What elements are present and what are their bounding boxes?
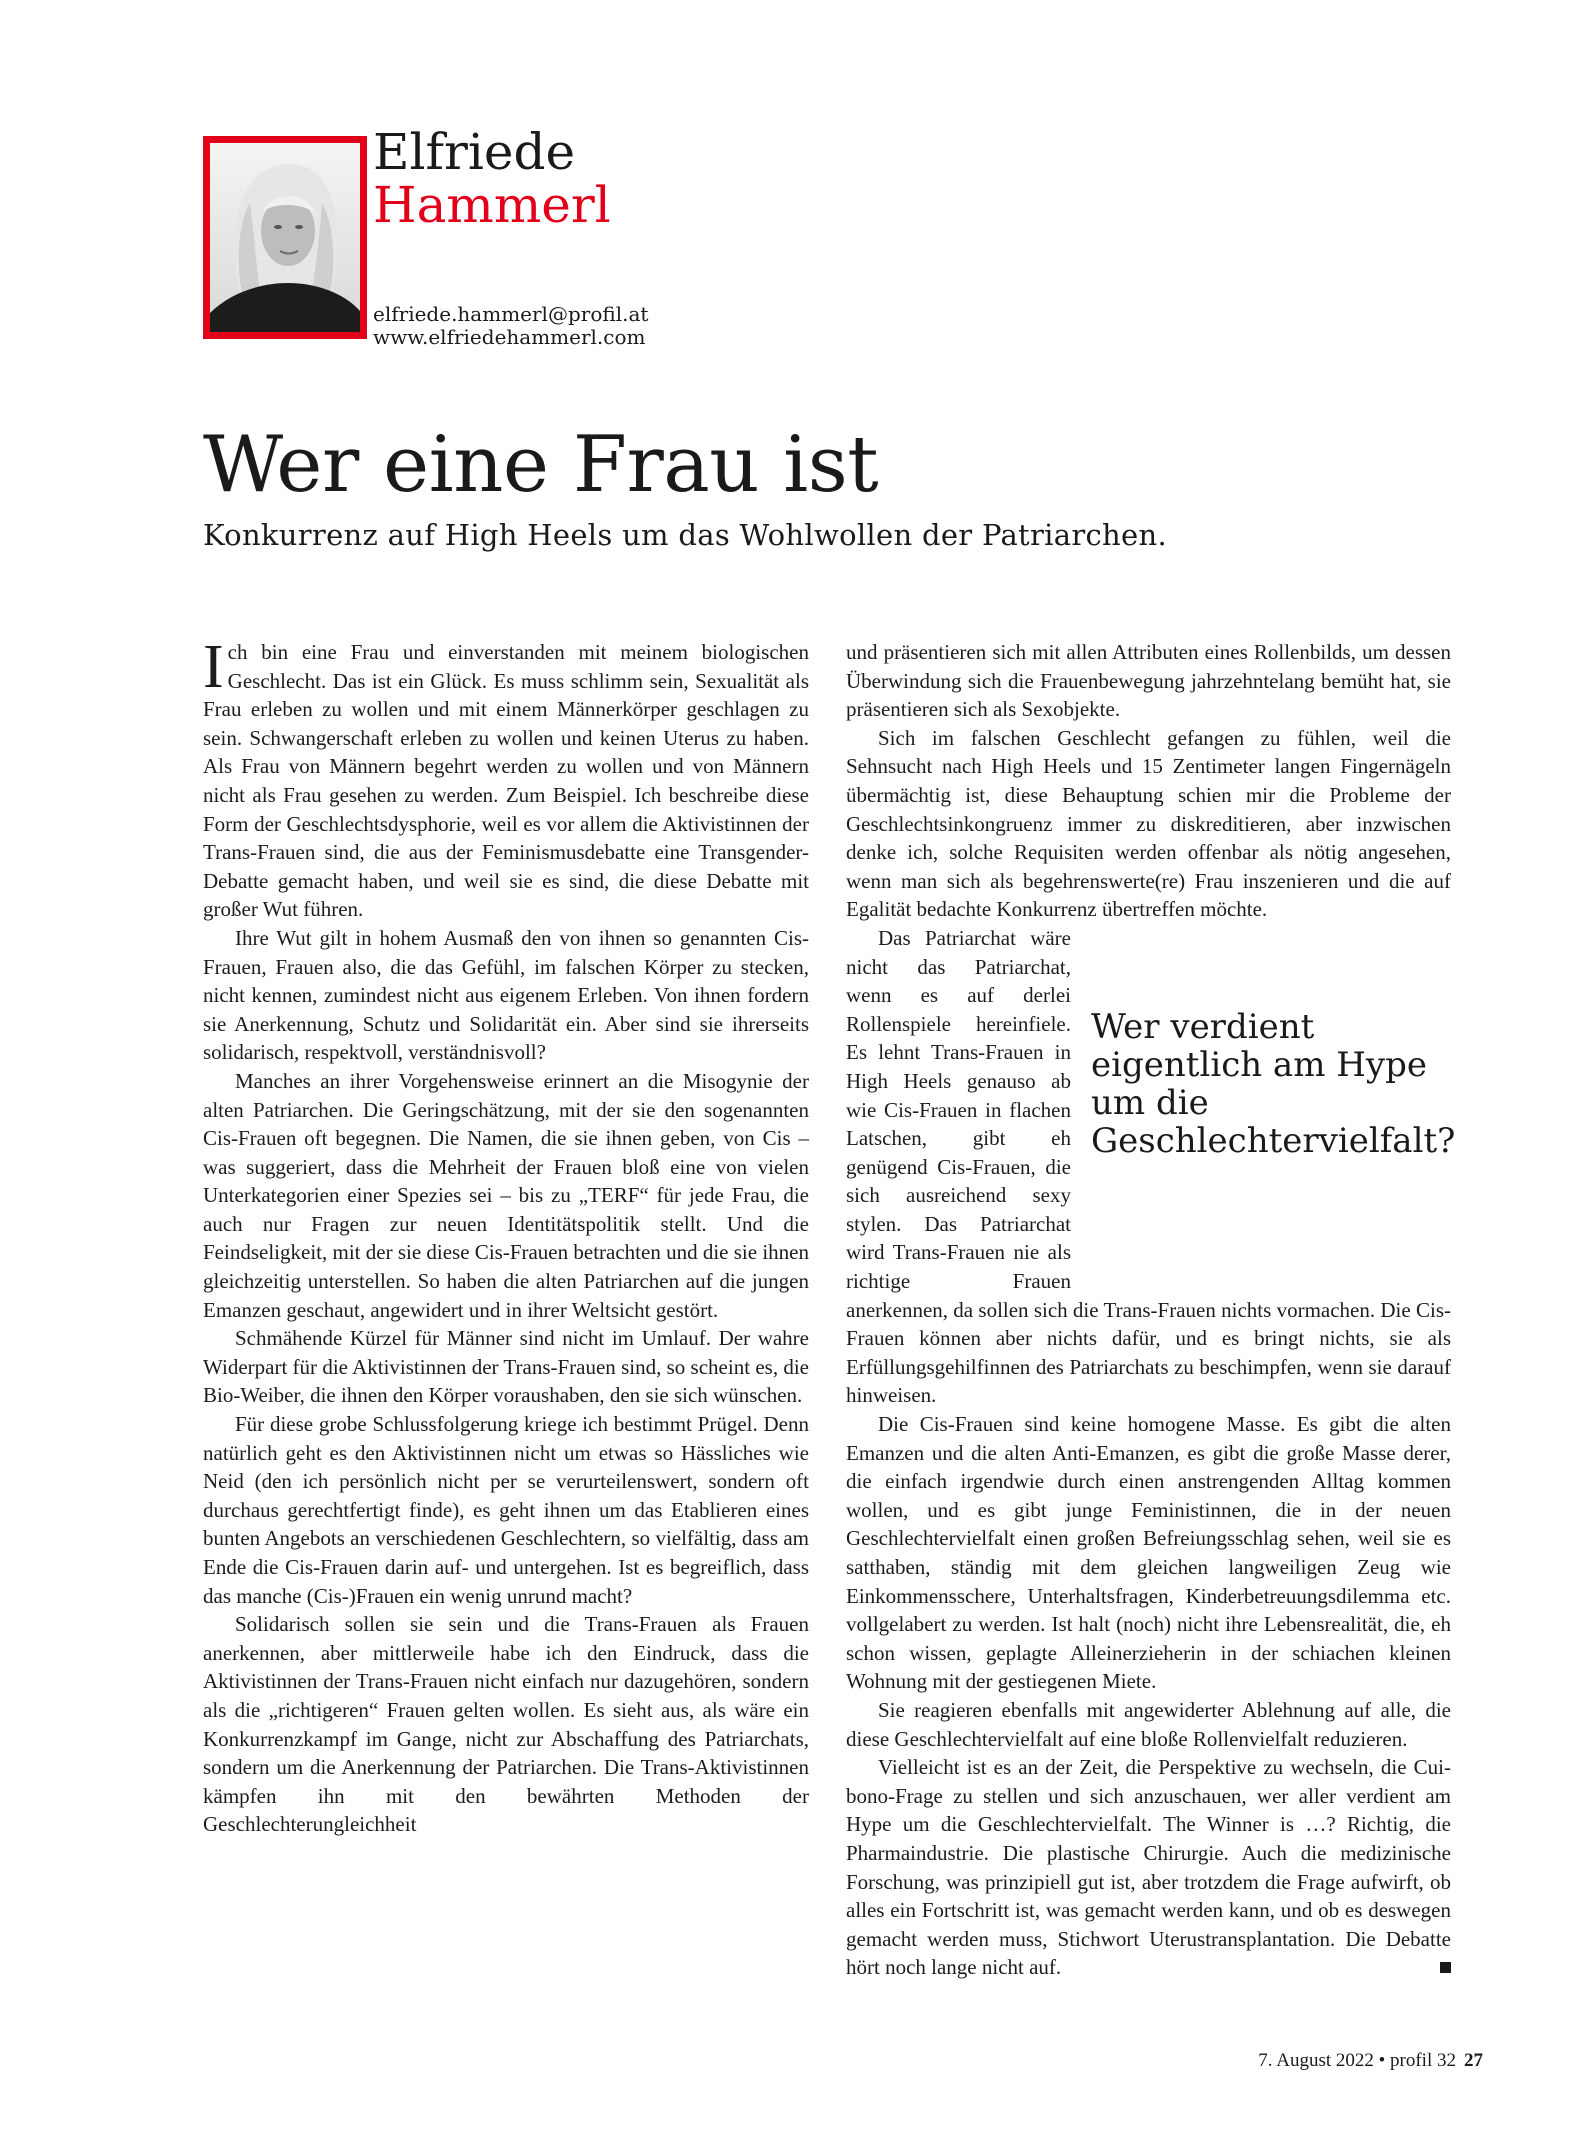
article-headline: Wer eine Frau ist [203, 420, 879, 510]
author-last-name: Hammerl [373, 176, 611, 234]
article-paragraph: Solidarisch sollen sie sein und die Trans-Frauen als Frauen anerkennen, aber mittlerweile habe ich den Eindruck, dass die Aktivistinnen der Trans-Frauen nicht einfach nur dazugehören, sondern als die „richtigeren“ Frauen gelten wollen. Es sieht aus, als wäre ein Konkurrenzkampf im Gange, nicht zur Abschaffung des Patriarchats, sondern um die Anerkennung der Patriarchen. Die Trans-Aktivistinnen kämpfen ihn mit den bewährten Methoden der Geschlechterungleichheit [203, 1612, 809, 1837]
author-first-name: Elfriede [373, 123, 576, 181]
issue-info: 7. August 2022 • profil 32 [1258, 2050, 1456, 2071]
end-of-article-mark [1440, 1962, 1451, 1973]
author-email[interactable]: elfriede.hammerl@profil.at [373, 302, 649, 326]
article-column-left [203, 633, 809, 1839]
article-paragraph: Das Patriarchat wäre nicht das Patriarchat, wenn es auf derlei Rollenspiele hereinfiele. Es lehnt Trans-Frauen in High Heels genauso ab wie Cis-Frauen in flachen Latschen, gibt eh genügend Cis-Frauen, die sich ausreichend sexy stylen. Das Patriarchat wird Trans-Frauen nie als richtige Frauen anerkennen, da sollen sich die Trans-Frauen nichts vormachen. Die Cis-Frauen können aber nichts dafür, und es bringt nichts, sie als Erfüllungsgehilfinnen des Patriarchats zu beschimpfen, wenn sie darauf hinweisen. [846, 925, 1451, 1408]
article-paragraph: Die Cis-Frauen sind keine homogene Masse. Es gibt die alten Emanzen und die alten Anti-Emanzen, es gibt die große Masse derer, die einfach irgendwie durch einen anstrengenden Alltag kommen wollen, und es gibt junge Feministinnen, die in der neuen Geschlechtervielfalt einen großen Befreiungsschlag sehen, weil sie es satthaben, ständig mit dem gleichen langweiligen Zeug wie Einkommensschere, Unterhaltsfragen, Kinderbetreuungsdilemma etc. vollgelabert zu werden. Ist halt (noch) nicht ihre Lebensrealität, die, eh schon wissen, geplagte Alleinerzieherin in der schiachen kleinen Wohnung mit der gestiegenen Miete. [846, 1412, 1451, 1694]
article-paragraph: Sich im falschen Geschlecht gefangen zu fühlen, weil die Sehnsucht nach High Heels und 15 Zentimeter langen Fingernägeln übermächtig ist, diese Behauptung schien mir die Probleme der Geschlechtsinkongruenz immer zu diskreditieren, aber inzwischen denke ich, solche Requisiten werden offenbar als nötig angesehen, wenn man sich als begehrenswerte(re) Frau inszenieren und die auf Egalität bedachte Konkurrenz übertreffen möchte. [846, 725, 1451, 922]
page-footer [1258, 2050, 1483, 2072]
pull-quote: Wer verdient eigentlich am Hype um die Geschlechtervielfalt? [1091, 1006, 1456, 1161]
article-paragraph: und präsentieren sich mit allen Attributen eines Rollenbilds, um dessen Überwindung sich die Frauenbewegung jahrzehntelang bemüht hat, sie präsentieren sich als Sexobjekte. [846, 640, 1451, 722]
article-paragraph: Schmähende Kürzel für Männer sind nicht im Umlauf. Der wahre Widerpart für die Aktivistinnen der Trans-Frauen sind, so scheint es, die Bio-Weiber, die ihnen den Körper voraushaben, den sie sich wünschen. [203, 1326, 809, 1408]
article-paragraph: Sie reagieren ebenfalls mit angewiderter Ablehnung auf alle, die diese Geschlechtervielfalt auf eine bloße Rollenvielfalt reduzieren. [846, 1697, 1451, 1751]
article-paragraph: Manches an ihrer Vorgehensweise erinnert an die Misogynie der alten Patriarchen. Die Geringschätzung, mit der sie den sogenannten Cis-Frauen oft begegnen. Die Namen, die sie ihnen geben, von Cis – was suggeriert, dass die Mehrheit der Frauen bloß eine von vielen Unterkategorien einer Spezies sei – bis zu „TERF“ für jede Frau, die auch nur Fragen zur neuen Identitätspolitik stellt. Und die Feindseligkeit, mit der sie diese Cis-Frauen betrachten und die sie ihnen gleichzeitig unterstellen. So haben die alten Patriarchen auf die jungen Emanzen geschaut, angewidert und in ihrer Weltsicht gestört. [203, 1068, 809, 1322]
article-paragraph: Ihre Wut gilt in hohem Ausmaß den von ihnen so genannten Cis-Frauen, Frauen also, die das Gefühl, im falschen Körper zu stecken, nicht kennen, zumindest nicht aus eigenem Erleben. Von ihnen fordern sie Anerkennung, Schutz und Solidarität ein. Aber sind sie ihrerseits solidarisch, respektvoll, verständnisvoll? [203, 925, 809, 1065]
article-paragraph: Vielleicht ist es an der Zeit, die Perspektive zu wechseln, die Cui-bono-Frage zu stellen und sich anzuschauen, wer aller verdient am Hype um die Geschlechtervielfalt. The Winner is …? Richtig, die Pharmaindustrie. Die plastische Chirurgie. Auch die medizinische Forschung, was prinzipiell gut ist, aber trotzdem die Frage aufwirft, ob alles ein Fortschritt ist, was gemacht werden kann, und ob es deswegen gemacht werden muss, Stichwort Uterustransplantation. Die Debatte hört noch lange nicht auf. [846, 1755, 1451, 1980]
article-paragraph: Ich bin eine Frau und einverstanden mit meinem biologischen Geschlecht. Das ist ein Glück. Es muss schlimm sein, Sexualität als Frau erleben zu wollen und mit einem Männerkörper geschlagen zu sein. Schwangerschaft erleben zu wollen und keinen Uterus zu haben. Als Frau von Männern begehrt werden zu wollen und von Männern nicht als Frau gesehen zu werden. Zum Beispiel. Ich beschreibe diese Form der Geschlechtsdysphorie, weil es vor allem die Aktivistinnen der Trans-Frauen sind, die aus der Feminismusdebatte eine Transgender-Debatte gemacht haben, und weil sie es sind, die diese Debatte mit großer Wut führen. [203, 633, 809, 922]
author-portrait-image [210, 143, 360, 332]
article-column-right [846, 638, 1456, 1982]
article-subheadline: Konkurrenz auf High Heels um das Wohlwollen der Patriarchen. [203, 518, 1167, 552]
article-paragraph: Für diese grobe Schlussfolgerung kriege ich bestimmt Prügel. Denn natürlich geht es den Aktivistinnen nicht um etwas so Hässliches wie Neid (den ich persönlich nicht per se verurteilenswert, sondern oft durchaus gerechtfertigt finde), es geht ihnen um das Etablieren eines bunten Angebots an verschiedenen Geschlechtern, so vielfältig, dass am Ende die Cis-Frauen darin auf- und untergehen. Ist es begreiflich, dass das manche (Cis-)Frauen ein wenig unrund macht? [203, 1412, 809, 1608]
drop-cap: I [203, 633, 224, 701]
author-photo [203, 136, 367, 339]
author-website[interactable]: www.elfriedehammerl.com [373, 325, 646, 349]
page-number: 27 [1464, 2050, 1483, 2071]
